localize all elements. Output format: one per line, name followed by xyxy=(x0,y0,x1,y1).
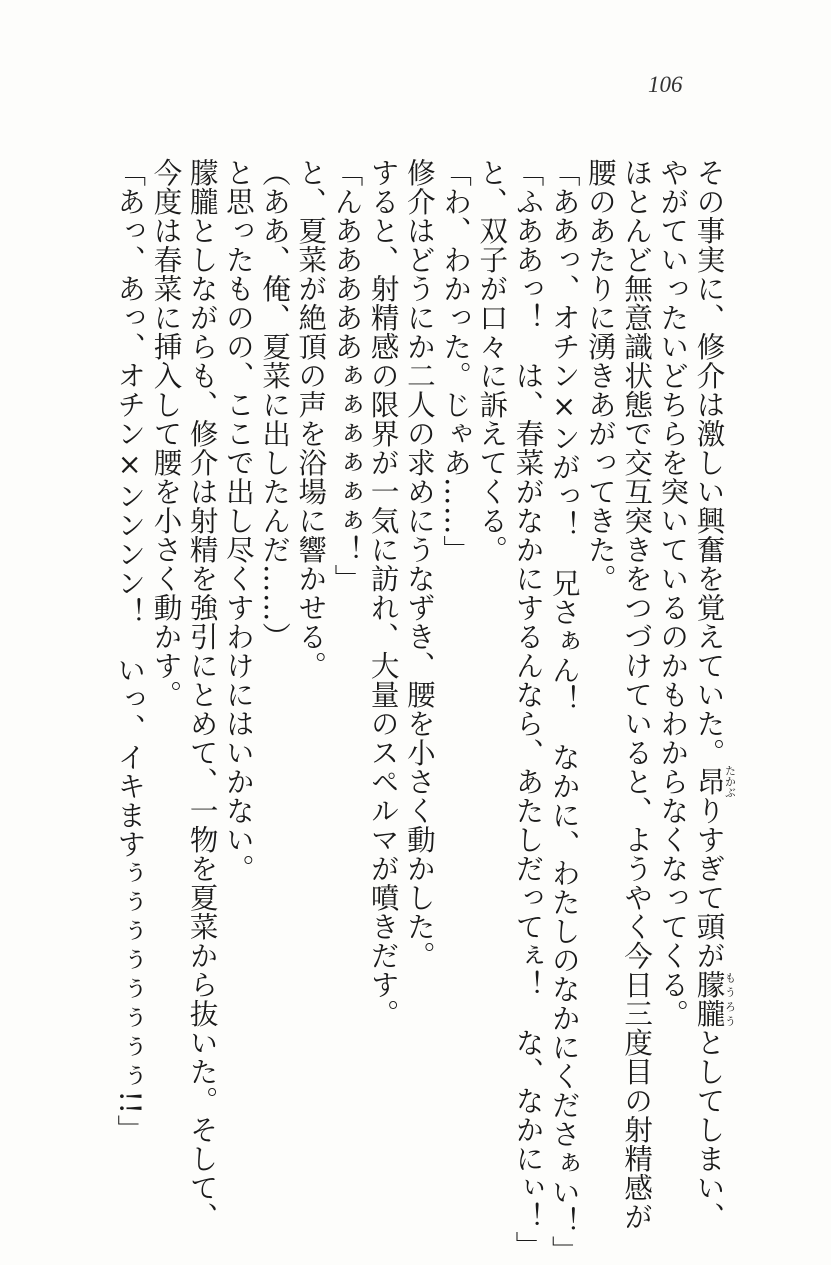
text-line: 「あっ、あっ、オチン×ンンンン！ いっ、イキますぅぅぅぅぅぅぅぅ!!」 xyxy=(113,158,147,1144)
text-line: （ああ、俺、夏菜に出したんだ……） xyxy=(258,158,292,651)
text-line: と、夏菜が絶頂の声を浴場に響かせる。 xyxy=(294,158,328,680)
text-line: と、双子が口々に訴えてくる。 xyxy=(475,158,509,564)
text-line: 今度は春菜に挿入して腰を小さく動かす。 xyxy=(149,158,183,709)
text-line: と思ったものの、ここで出し尽くすわけにはいかない。 xyxy=(221,158,255,883)
text-line-part: とし xyxy=(692,1028,726,1086)
text-line: 「ああっ、オチン×ンがっ！ 兄さぁん！ なかに、わたしのなかにくださぁい！」 xyxy=(547,158,581,1265)
text-line: やがていったいどちらを突いているのかもわからなくなってくる。 xyxy=(656,158,690,1028)
text-line: 朦朧としながらも、修介は射精を強引にとめて、一物を夏菜から抜いた。そして、 xyxy=(185,158,219,1231)
ruby-reading: たかぶ xyxy=(723,765,737,798)
text-line: 「んあああああぁぁぁぁぁぁ！」 xyxy=(330,158,364,593)
page-number: 106 xyxy=(648,72,683,97)
ruby-base: 朦朧 xyxy=(692,970,726,1028)
text-line: 修介はどうにか二人の求めにうなずき、腰を小さく動かした。 xyxy=(402,158,436,970)
vertical-text-body xyxy=(96,158,737,1265)
text-line-part: てしまい、 xyxy=(692,1086,726,1231)
text-line-part: その事実に、修介は激しい興奮を覚えていた。 xyxy=(692,158,726,767)
text-line-part: りすぎて頭が xyxy=(692,796,726,970)
ruby-takabu xyxy=(692,765,737,798)
ruby-reading: もうろう xyxy=(723,970,737,1028)
ruby-mourou xyxy=(692,970,737,1028)
text-line xyxy=(690,158,737,1231)
text-line: 「ふああっ！ は、春菜がなかにするんなら、あたしだってぇ！ な、なかにぃ！」 xyxy=(511,158,545,1260)
text-line: 腰のあたりに湧きあがってきた。 xyxy=(583,158,617,593)
text-line: 「わ、わかった。じゃあ……」 xyxy=(439,158,473,564)
ruby-base: 昂 xyxy=(692,765,726,798)
text-line: ほとんど無意識状態で交互突きをつづけていると、ようやく今日三度目の射精感が xyxy=(620,158,654,1231)
text-line: すると、射精感の限界が一気に訪れ、大量のスペルマが噴きだす。 xyxy=(366,158,400,1028)
